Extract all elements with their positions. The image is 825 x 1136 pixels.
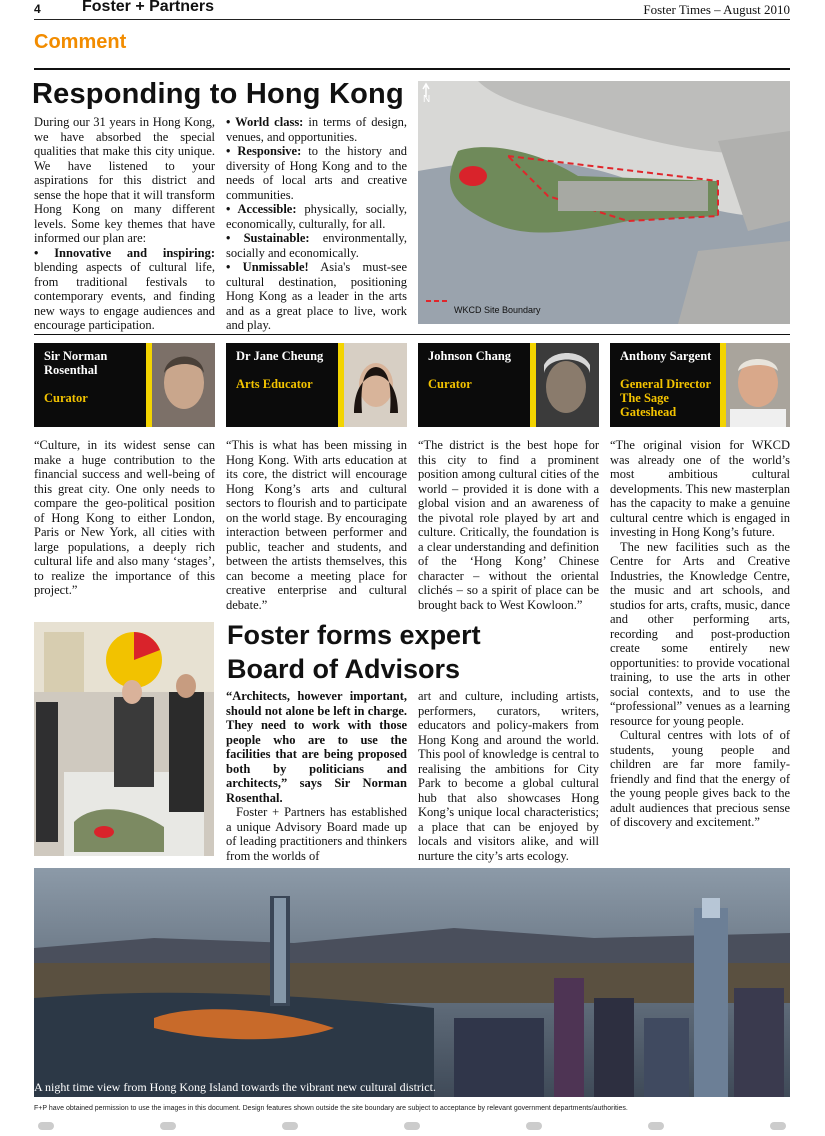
theme-item: • Innovative and inspiring: blending aspects of cultural life, from traditional festivals to contemporary events, and finding new ways to engage audiences and encourage participation.	[34, 245, 215, 332]
advisor-quote: “Culture, in its widest sense can make a huge contribution to the financial success and well-being of this great city. One only needs to compare the geo-political position of Hong Kong to either London, Paris or New York, all cities with large populations, a deeply rich cultural life and also many ‘stages’, to realize the importance of this project.”	[34, 438, 215, 597]
site-plan-drawing	[418, 81, 790, 324]
theme-text: Asia's must-see cultural destination, positioning Hong Kong as a leader in the arts and as a great place to live, work and play.	[226, 260, 407, 332]
page-number: 4	[34, 2, 41, 16]
north-arrow-label: N	[423, 94, 431, 105]
article-intro: During our 31 years in Hong Kong, we have absorbed the special qualities that make this city unique. We have listened to your aspirations for this district and sense the hope that it will transform Hong Kong on many different levels. Some key themes that have informed our plan are:	[34, 115, 215, 245]
registration-mark	[404, 1122, 420, 1130]
night-skyline-photo	[34, 868, 790, 1097]
article-2-title: Foster forms expert Board of Advisors	[227, 620, 481, 684]
theme-item: • Unmissable! Asia's must-see cultural destination, positioning Hong Kong as a leader in the arts and as a great place to live, work and play.	[226, 260, 407, 332]
portrait-drawing	[152, 343, 215, 427]
footnote: F+P have obtained permission to use the images in this document. Design features shown outside the site boundary are subject to acceptance by relevant government departments/authorities.	[34, 1105, 628, 1112]
advisor-quote: “The original vision for WKCD was already one of the world’s most ambitious cultural developments. This new masterplan has the capacity to make a genuine cultural centre which is engaged in investing in Hong Kong’s future.	[610, 438, 790, 539]
theme-key: Sustainable:	[243, 231, 310, 245]
article-2-lead: “Architects, however important, should not alone be left in charge. They need to work with those people who are to use the facilities that are being proposed both by politicians and architects,” says Sir Norman Rosenthal.	[226, 689, 407, 805]
advisor-name: Dr Jane Cheung	[236, 349, 324, 363]
quote-paragraph: Cultural centres with lots of of students, young people and children are far more family-friendly and find that the energy of the young people gives back to the adult audiences that precious sense of discovery and excitement.”	[610, 728, 790, 829]
section-rule	[34, 68, 790, 70]
advisor-card	[610, 343, 790, 427]
meeting-photo-drawing	[34, 622, 214, 856]
advisor-quote: “The district is the best hope for this city to find a prominent position among cultural cities of the world – provided it is done with a global vision and an awareness of the pivotal role played by art and culture. Critically, the foundation is a clear understanding and definition of the ‘Hong Kong’ Chinese character – without the oriental clichés – so a spirit of place can be brought back to West Kowloon.”	[418, 438, 599, 612]
header-rule	[34, 19, 790, 20]
meeting-photo	[34, 622, 214, 856]
advisor-name: Johnson Chang	[428, 349, 512, 363]
theme-text: physically, socially, economically, culturally, for all.	[226, 202, 408, 231]
map-legend: WKCD Site Boundary	[454, 305, 541, 315]
advisor-card	[418, 343, 599, 427]
registration-mark	[160, 1122, 176, 1130]
advisor-name: Anthony Sargent	[620, 349, 712, 363]
theme-text: blending aspects of cultural life, from traditional festivals to contemporary events, and finding new ways to engage audiences and encourage participation.	[34, 260, 215, 332]
brand-logo: Foster + Partners	[82, 0, 215, 15]
advisor-portrait	[726, 343, 790, 427]
advisor-portrait	[536, 343, 599, 427]
theme-key: World class:	[235, 115, 304, 129]
advisor-role: Curator	[44, 391, 88, 405]
theme-text: in terms of design, venues, and opportunities.	[226, 115, 408, 144]
registration-mark	[282, 1122, 298, 1130]
article-2-column-1	[226, 689, 407, 863]
night-skyline-drawing	[34, 868, 790, 1097]
article-2-body: art and culture, including artists, performers, curators, writers, educators and policy-makers from Hong Kong and around the world. This pool of knowledge is central to realising the ambitions for City Park to become a global cultural hub that also showcases Hong Kong’s unique local characteristics; a place that can be enjoyed by locals and visitors alike, and will nurture the city’s arts ecology.	[418, 689, 599, 863]
theme-item: • Responsive: to the history and diversity of Hong Kong and to the needs of local arts and creative communities.	[226, 144, 408, 202]
registration-mark	[38, 1122, 54, 1130]
theme-key: Unmissable!	[242, 260, 309, 274]
theme-item: • World class: in terms of design, venues, and opportunities.	[226, 115, 408, 144]
advisor-role: Arts Educator	[236, 377, 313, 391]
theme-key: Innovative and inspiring:	[54, 245, 215, 260]
portrait-drawing	[344, 343, 407, 427]
article-title: Responding to Hong Kong	[32, 78, 404, 110]
registration-mark	[648, 1122, 664, 1130]
divider	[34, 334, 790, 335]
advisor-role: Curator	[428, 377, 472, 391]
quote-paragraph: The new facilities such as the Centre for Arts and Creative Industries, the Knowledge Centre, the music and art schools, and studios for arts, crafts, music, dance and other performing arts, recording and post-production create some entirely new opportunities: to provide vocational training, to use the arts in other social contexts, and to use the “professional” venues as a learning resource for young people.	[610, 539, 790, 728]
theme-key: Responsive:	[237, 144, 302, 158]
portrait-drawing	[726, 343, 790, 427]
advisor-quote-column	[610, 438, 790, 830]
article-2-body: Foster + Partners has established a unique Advisory Board made up of leading practitioners and thinkers from the worlds of	[226, 805, 407, 863]
theme-item: • Accessible: physically, socially, economically, culturally, for all.	[226, 202, 408, 231]
theme-text: to the history and diversity of Hong Kong and to the needs of local arts and creative communities.	[226, 144, 408, 202]
advisor-card	[34, 343, 215, 427]
photo-caption: A night time view from Hong Kong Island towards the vibrant new cultural district.	[34, 1080, 436, 1094]
article-column-1	[34, 115, 215, 333]
advisor-quote: “This is what has been missing in Hong Kong. With arts education at its core, the district will encourage Hong Kong’s arts and cultural sectors to flourish and to participate on the world stage. By encouraging interaction between performer and public, teacher and students, and between the artists themselves, this can become a meeting place for creative enterprise and cultural debate.”	[226, 438, 407, 612]
advisor-portrait	[152, 343, 215, 427]
advisor-name: Sir Norman Rosenthal	[44, 349, 108, 377]
portrait-drawing	[536, 343, 599, 427]
advisor-role: General Director The Sage Gateshead	[620, 377, 711, 419]
article-column-2	[226, 115, 407, 333]
theme-key: Accessible:	[237, 202, 297, 216]
issue-line: Foster Times – August 2010	[643, 2, 790, 17]
theme-text: environmentally, socially and economically.	[226, 231, 407, 260]
registration-mark	[770, 1122, 786, 1130]
article-2-column-2	[418, 689, 599, 863]
advisor-portrait	[344, 343, 407, 427]
section-label: Comment	[34, 31, 127, 53]
advisor-card	[226, 343, 407, 427]
registration-mark	[526, 1122, 542, 1130]
site-plan-image	[418, 81, 790, 324]
theme-item: • Sustainable: environmentally, socially and economically.	[226, 231, 407, 260]
